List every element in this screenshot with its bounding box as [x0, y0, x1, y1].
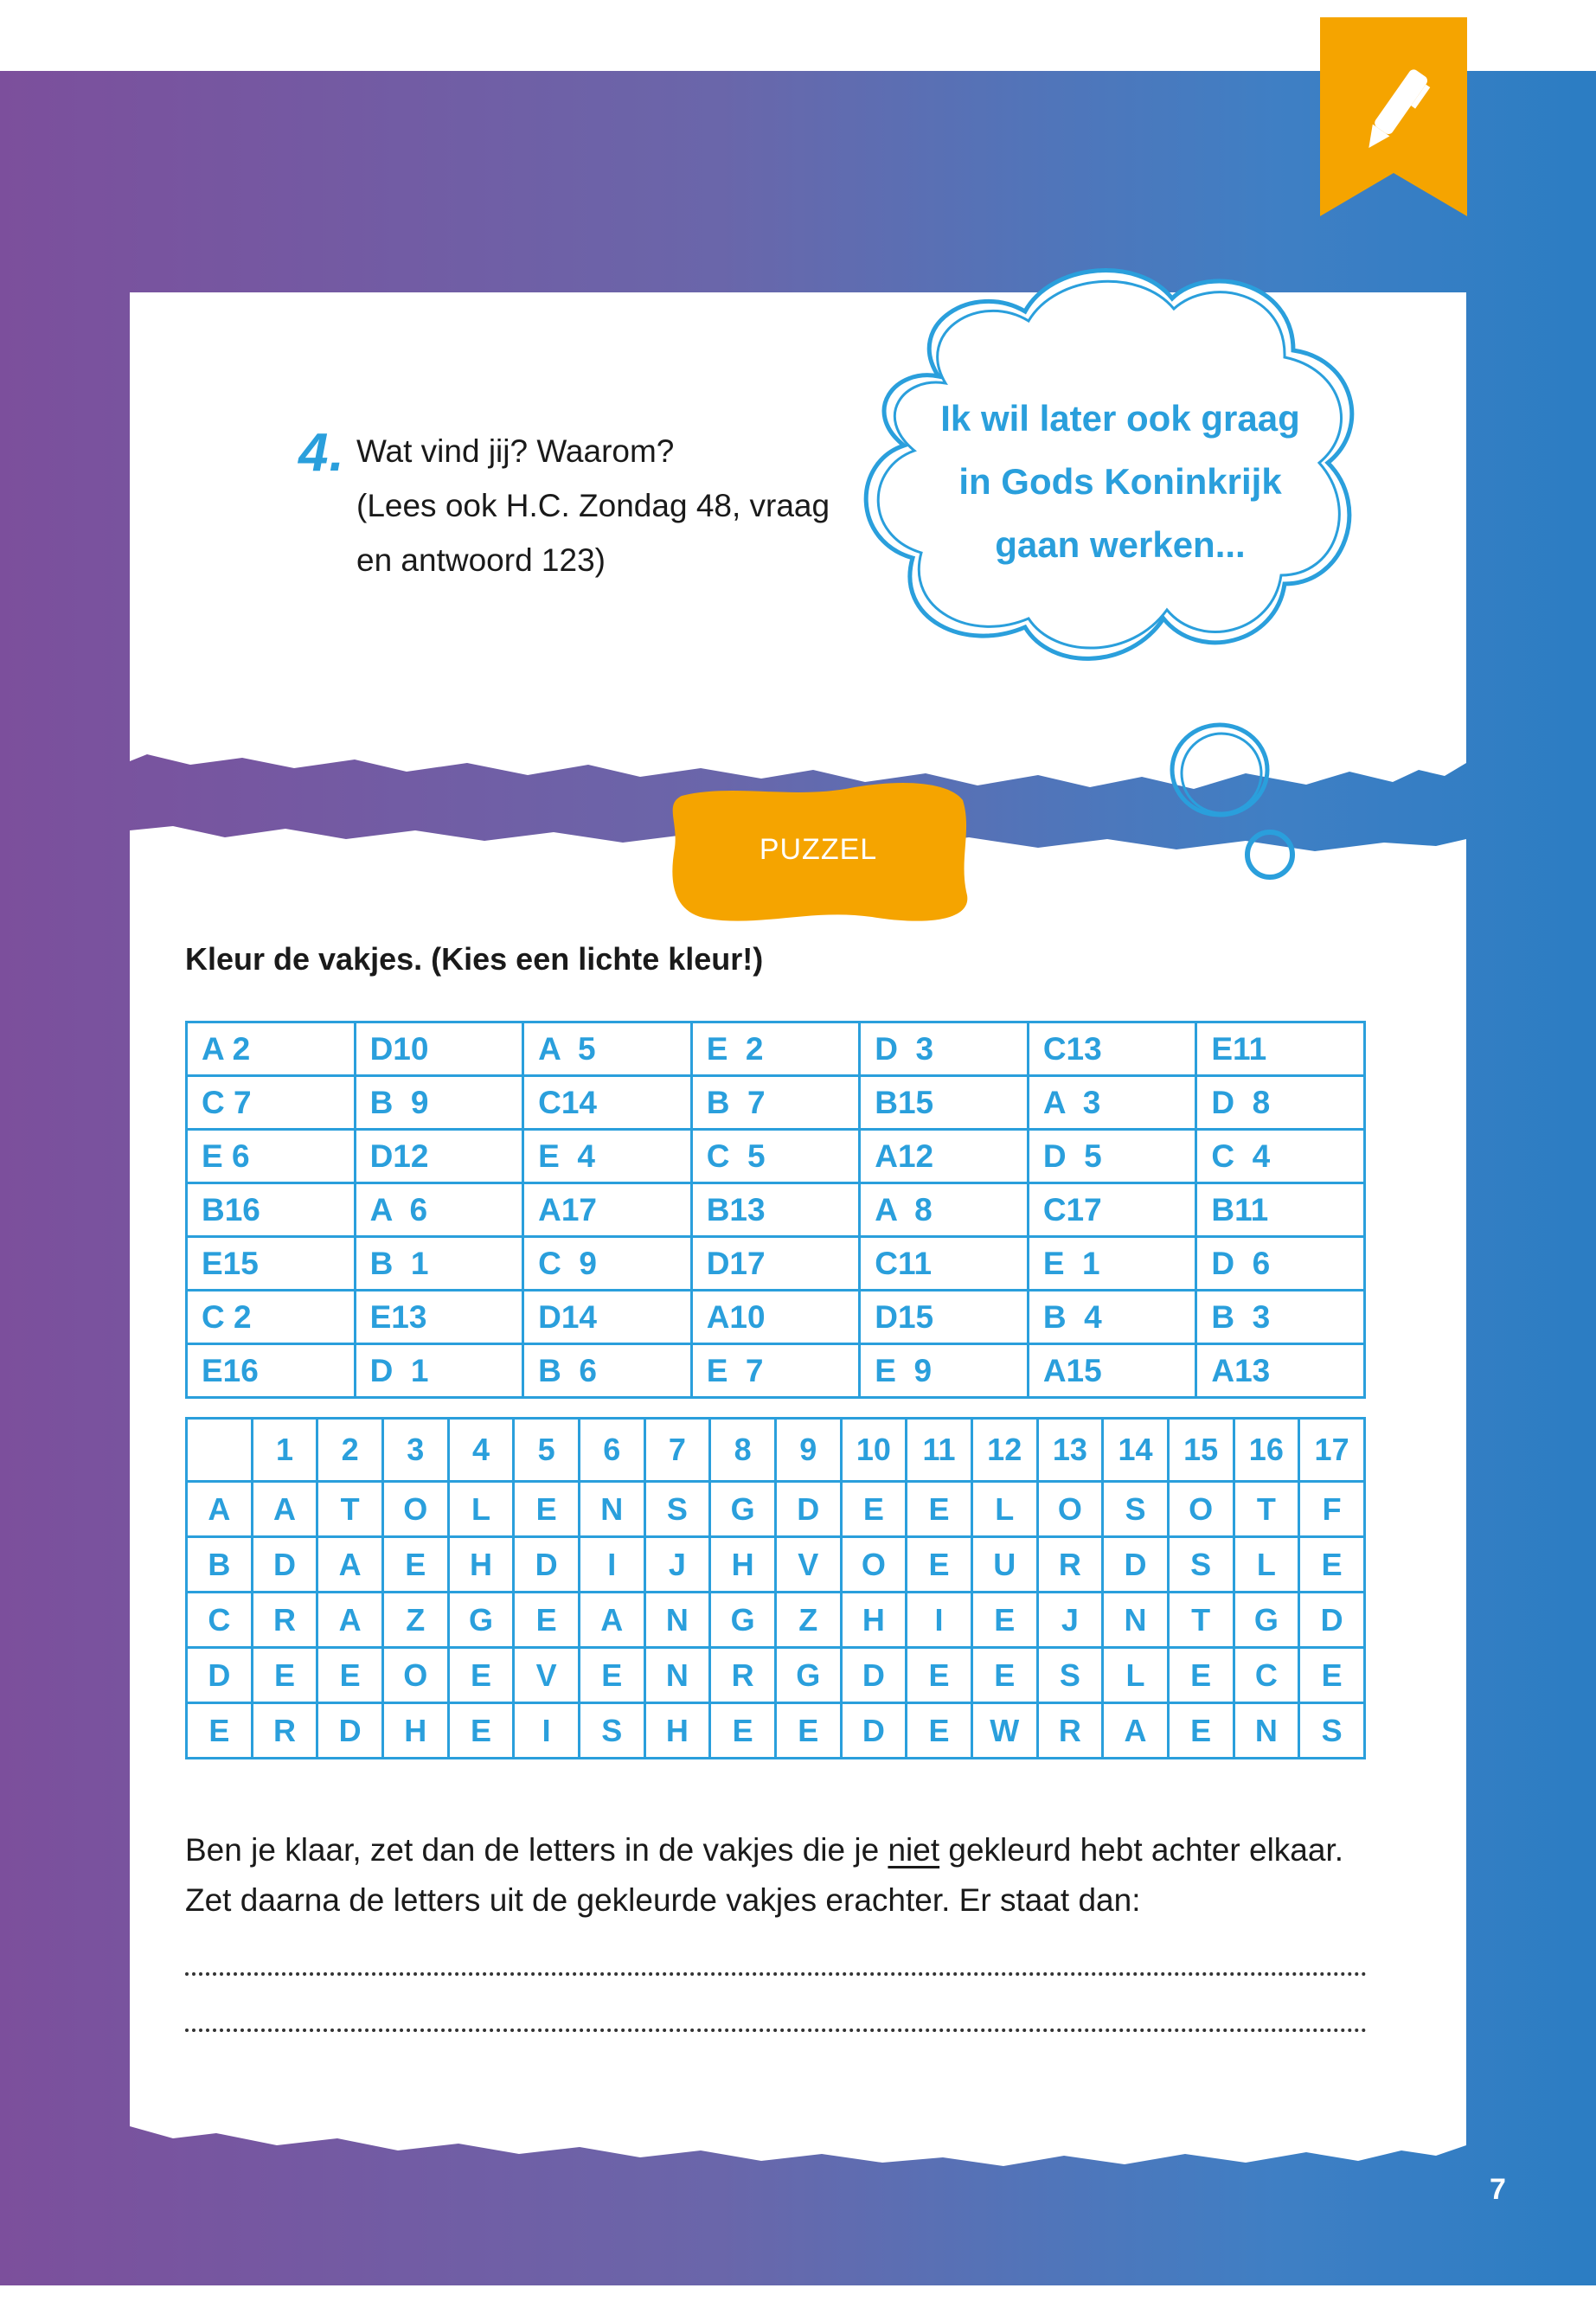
grid-letter-cell[interactable]: D	[841, 1703, 907, 1759]
grid-column-header: 9	[775, 1419, 841, 1482]
coord-cell[interactable]: A 6	[355, 1183, 523, 1237]
coord-cell[interactable]: D 5	[1028, 1130, 1196, 1183]
cloud-line-2: in Gods Koninkrijk	[958, 461, 1282, 502]
grid-column-header: 11	[907, 1419, 972, 1482]
grid-column-header: 6	[579, 1419, 644, 1482]
coord-cell[interactable]: D17	[691, 1237, 860, 1291]
coord-cell[interactable]: D12	[355, 1130, 523, 1183]
grid-letter-cell[interactable]: E	[252, 1648, 317, 1703]
grid-letter-cell[interactable]: A	[317, 1537, 383, 1593]
grid-letter-cell[interactable]: E	[971, 1648, 1037, 1703]
coord-cell[interactable]: B16	[187, 1183, 356, 1237]
coord-cell[interactable]: E 2	[691, 1022, 860, 1076]
grid-letter-cell[interactable]: E	[514, 1482, 580, 1537]
grid-column-header: 8	[710, 1419, 776, 1482]
grid-letter-cell[interactable]: A	[317, 1593, 383, 1648]
grid-letter-cell[interactable]: E	[1168, 1703, 1234, 1759]
grid-column-header: 3	[382, 1419, 448, 1482]
cloud-line-3: gaan werken...	[995, 524, 1246, 565]
coord-cell[interactable]: A 8	[860, 1183, 1029, 1237]
coord-cell[interactable]: A17	[523, 1183, 692, 1237]
grid-header-row	[187, 1419, 1365, 1482]
grid-letter-cell[interactable]: A	[579, 1593, 644, 1648]
grid-letter-cell[interactable]: R	[1037, 1537, 1103, 1593]
grid-letter-cell[interactable]: V	[514, 1648, 580, 1703]
coord-cell[interactable]: A 5	[523, 1022, 692, 1076]
coord-cell[interactable]: B15	[860, 1076, 1029, 1130]
coord-row	[187, 1130, 1365, 1183]
grid-letter-cell[interactable]: O	[1168, 1482, 1234, 1537]
coord-row	[187, 1022, 1365, 1076]
grid-letter-cell[interactable]: I	[579, 1537, 644, 1593]
coord-cell[interactable]: C17	[1028, 1183, 1196, 1237]
cloud-line-1: Ik wil later ook graag	[940, 398, 1300, 439]
coord-cell[interactable]: B 7	[691, 1076, 860, 1130]
grid-letter-cell[interactable]: S	[644, 1482, 710, 1537]
question-line-3: en antwoord 123)	[356, 542, 606, 578]
coord-cell[interactable]: B 9	[355, 1076, 523, 1130]
coord-cell[interactable]: B 1	[355, 1237, 523, 1291]
grid-letter-cell[interactable]: H	[841, 1593, 907, 1648]
grid-letter-cell[interactable]: U	[971, 1537, 1037, 1593]
coord-cell[interactable]: D15	[860, 1291, 1029, 1344]
grid-column-header: 12	[971, 1419, 1037, 1482]
coord-cell[interactable]: E15	[187, 1237, 356, 1291]
grid-letter-cell[interactable]: E	[1299, 1648, 1365, 1703]
grid-letter-cell[interactable]: E	[907, 1648, 972, 1703]
coord-cell[interactable]: B 6	[523, 1344, 692, 1398]
grid-letter-cell[interactable]: E	[907, 1482, 972, 1537]
question-line-2: (Lees ook H.C. Zondag 48, vraag	[356, 488, 830, 523]
grid-row	[187, 1593, 1365, 1648]
grid-letter-cell[interactable]: I	[514, 1703, 580, 1759]
grid-row	[187, 1648, 1365, 1703]
coord-cell[interactable]: E 7	[691, 1344, 860, 1398]
grid-letter-cell[interactable]: G	[710, 1593, 776, 1648]
grid-letter-cell[interactable]: D	[317, 1703, 383, 1759]
grid-letter-cell[interactable]: O	[841, 1537, 907, 1593]
grid-letter-cell[interactable]: H	[448, 1537, 514, 1593]
grid-letter-cell[interactable]: V	[775, 1537, 841, 1593]
question-number: 4.	[298, 423, 345, 483]
grid-letter-cell[interactable]: G	[1234, 1593, 1299, 1648]
thought-dots-icon	[1159, 709, 1298, 882]
coord-cell[interactable]: D 3	[860, 1022, 1029, 1076]
coord-cell[interactable]: B 3	[1196, 1291, 1365, 1344]
grid-letter-cell[interactable]: E	[971, 1593, 1037, 1648]
question-line-1: Wat vind jij? Waarom?	[356, 433, 675, 469]
grid-letter-cell[interactable]: N	[644, 1593, 710, 1648]
closing-instruction	[185, 1825, 1379, 1926]
grid-letter-cell[interactable]: L	[448, 1482, 514, 1537]
grid-letter-cell[interactable]: G	[775, 1648, 841, 1703]
coord-row	[187, 1291, 1365, 1344]
grid-letter-cell[interactable]: O	[382, 1648, 448, 1703]
grid-letter-cell[interactable]: T	[1168, 1593, 1234, 1648]
grid-letter-cell[interactable]: S	[579, 1703, 644, 1759]
grid-letter-cell[interactable]: A	[1103, 1703, 1169, 1759]
coord-cell[interactable]: E16	[187, 1344, 356, 1398]
coord-cell[interactable]: C14	[523, 1076, 692, 1130]
grid-letter-cell[interactable]: Z	[775, 1593, 841, 1648]
coord-cell[interactable]: E 4	[523, 1130, 692, 1183]
grid-letter-cell[interactable]: L	[1103, 1648, 1169, 1703]
grid-row	[187, 1703, 1365, 1759]
coord-row	[187, 1183, 1365, 1237]
coord-cell[interactable]: A15	[1028, 1344, 1196, 1398]
answer-line-2[interactable]	[185, 2029, 1367, 2032]
grid-letter-cell[interactable]: R	[252, 1703, 317, 1759]
grid-letter-cell[interactable]: E	[317, 1648, 383, 1703]
coord-cell[interactable]: D 1	[355, 1344, 523, 1398]
grid-row	[187, 1537, 1365, 1593]
coord-cell[interactable]: A 3	[1028, 1076, 1196, 1130]
grid-row-label: A	[187, 1482, 253, 1537]
grid-letter-cell[interactable]: H	[710, 1537, 776, 1593]
grid-letter-cell[interactable]: D	[775, 1482, 841, 1537]
grid-column-header: 14	[1103, 1419, 1169, 1482]
grid-letter-cell[interactable]: H	[644, 1703, 710, 1759]
grid-letter-cell[interactable]: E	[382, 1537, 448, 1593]
grid-letter-cell[interactable]: R	[710, 1648, 776, 1703]
puzzle-instruction: Kleur de vakjes. (Kies een lichte kleur!)	[185, 941, 764, 977]
coord-cell[interactable]: C11	[860, 1237, 1029, 1291]
coord-cell[interactable]: B 4	[1028, 1291, 1196, 1344]
grid-letter-cell[interactable]: E	[448, 1648, 514, 1703]
grid-letter-cell[interactable]: E	[1299, 1537, 1365, 1593]
coord-cell[interactable]: E11	[1196, 1022, 1365, 1076]
grid-row	[187, 1482, 1365, 1537]
grid-letter-cell[interactable]: O	[1037, 1482, 1103, 1537]
coord-cell[interactable]: E13	[355, 1291, 523, 1344]
grid-letter-cell[interactable]: F	[1299, 1482, 1365, 1537]
grid-column-header: 16	[1234, 1419, 1299, 1482]
coord-row	[187, 1237, 1365, 1291]
grid-letter-cell[interactable]: D	[1299, 1593, 1365, 1648]
coord-row	[187, 1344, 1365, 1398]
grid-letter-cell[interactable]: H	[382, 1703, 448, 1759]
grid-letter-cell[interactable]: A	[252, 1482, 317, 1537]
grid-letter-cell[interactable]: N	[1234, 1703, 1299, 1759]
grid-letter-cell[interactable]: O	[382, 1482, 448, 1537]
coord-cell[interactable]: A13	[1196, 1344, 1365, 1398]
coord-row	[187, 1076, 1365, 1130]
grid-letter-cell[interactable]: T	[317, 1482, 383, 1537]
grid-letter-cell[interactable]: L	[971, 1482, 1037, 1537]
coord-cell[interactable]: D 6	[1196, 1237, 1365, 1291]
grid-letter-cell[interactable]: S	[1037, 1648, 1103, 1703]
grid-letter-cell[interactable]: W	[971, 1703, 1037, 1759]
grid-column-header: 1	[252, 1419, 317, 1482]
grid-row-label: C	[187, 1593, 253, 1648]
grid-letter-cell[interactable]: L	[1234, 1537, 1299, 1593]
grid-letter-cell[interactable]: E	[710, 1703, 776, 1759]
bookmark-ribbon	[1320, 17, 1467, 216]
coord-cell[interactable]: D10	[355, 1022, 523, 1076]
grid-corner-cell	[187, 1419, 253, 1482]
grid-letter-cell[interactable]: E	[775, 1703, 841, 1759]
grid-column-header: 10	[841, 1419, 907, 1482]
grid-letter-cell[interactable]: E	[579, 1648, 644, 1703]
grid-column-header: 17	[1299, 1419, 1365, 1482]
grid-letter-cell[interactable]: D	[1103, 1537, 1169, 1593]
page-number: 7	[1490, 2173, 1506, 2206]
grid-letter-cell[interactable]: S	[1299, 1703, 1365, 1759]
coord-cell[interactable]: A10	[691, 1291, 860, 1344]
grid-letter-cell[interactable]: E	[1168, 1648, 1234, 1703]
grid-row-label: B	[187, 1537, 253, 1593]
grid-letter-cell[interactable]: N	[1103, 1593, 1169, 1648]
coord-cell[interactable]: E 6	[187, 1130, 356, 1183]
grid-letter-cell[interactable]: E	[907, 1537, 972, 1593]
grid-letter-cell[interactable]: N	[579, 1482, 644, 1537]
coord-cell[interactable]: E 1	[1028, 1237, 1196, 1291]
grid-letter-cell[interactable]: S	[1103, 1482, 1169, 1537]
grid-column-header: 7	[644, 1419, 710, 1482]
grid-letter-cell[interactable]: G	[448, 1593, 514, 1648]
torn-edge-bottom	[121, 2076, 1475, 2171]
grid-letter-cell[interactable]: S	[1168, 1537, 1234, 1593]
coord-cell[interactable]: E 9	[860, 1344, 1029, 1398]
grid-letter-cell[interactable]: N	[644, 1648, 710, 1703]
grid-column-header: 15	[1168, 1419, 1234, 1482]
coord-cell[interactable]: C 2	[187, 1291, 356, 1344]
coord-cell[interactable]: C 5	[691, 1130, 860, 1183]
grid-letter-cell[interactable]: E	[514, 1593, 580, 1648]
grid-letter-cell[interactable]: E	[907, 1703, 972, 1759]
grid-letter-cell[interactable]: J	[644, 1537, 710, 1593]
closing-part-2: gekleurd hebt achter elkaar. Zet daarna de letters uit de gekleurde vakjes erachter. Er staat dan:	[185, 1832, 1344, 1918]
coord-cell[interactable]: C 4	[1196, 1130, 1365, 1183]
coord-cell[interactable]: B13	[691, 1183, 860, 1237]
grid-letter-cell[interactable]: D	[514, 1537, 580, 1593]
grid-row-label: D	[187, 1648, 253, 1703]
coord-cell[interactable]: D 8	[1196, 1076, 1365, 1130]
coordinates-table	[185, 1021, 1366, 1399]
answer-line-1[interactable]	[185, 1972, 1367, 1976]
coord-cell[interactable]: C13	[1028, 1022, 1196, 1076]
grid-letter-cell[interactable]: T	[1234, 1482, 1299, 1537]
grid-letter-cell[interactable]: Z	[382, 1593, 448, 1648]
coord-cell[interactable]: D14	[523, 1291, 692, 1344]
section-label: PUZZEL	[759, 833, 878, 866]
grid-row-label: E	[187, 1703, 253, 1759]
grid-column-header: 2	[317, 1419, 383, 1482]
letter-grid	[185, 1417, 1366, 1759]
grid-column-header: 4	[448, 1419, 514, 1482]
coord-cell[interactable]: C 7	[187, 1076, 356, 1130]
grid-letter-cell[interactable]: R	[252, 1593, 317, 1648]
grid-letter-cell[interactable]: E	[448, 1703, 514, 1759]
coord-cell[interactable]: C 9	[523, 1237, 692, 1291]
grid-letter-cell[interactable]: J	[1037, 1593, 1103, 1648]
grid-column-header: 13	[1037, 1419, 1103, 1482]
grid-letter-cell[interactable]: E	[841, 1482, 907, 1537]
grid-letter-cell[interactable]: R	[1037, 1703, 1103, 1759]
grid-letter-cell[interactable]: D	[841, 1648, 907, 1703]
coord-cell[interactable]: A 2	[187, 1022, 356, 1076]
closing-part-1: Ben je klaar, zet dan de letters in de vakjes die je	[185, 1832, 888, 1868]
coord-cell[interactable]: B11	[1196, 1183, 1365, 1237]
coord-cell[interactable]: A12	[860, 1130, 1029, 1183]
grid-column-header: 5	[514, 1419, 580, 1482]
question-text	[356, 424, 841, 587]
grid-letter-cell[interactable]: G	[710, 1482, 776, 1537]
grid-letter-cell[interactable]: C	[1234, 1648, 1299, 1703]
grid-letter-cell[interactable]: D	[252, 1537, 317, 1593]
thought-cloud-text	[900, 387, 1341, 576]
closing-underlined: niet	[888, 1832, 940, 1868]
grid-letter-cell[interactable]: I	[907, 1593, 972, 1648]
